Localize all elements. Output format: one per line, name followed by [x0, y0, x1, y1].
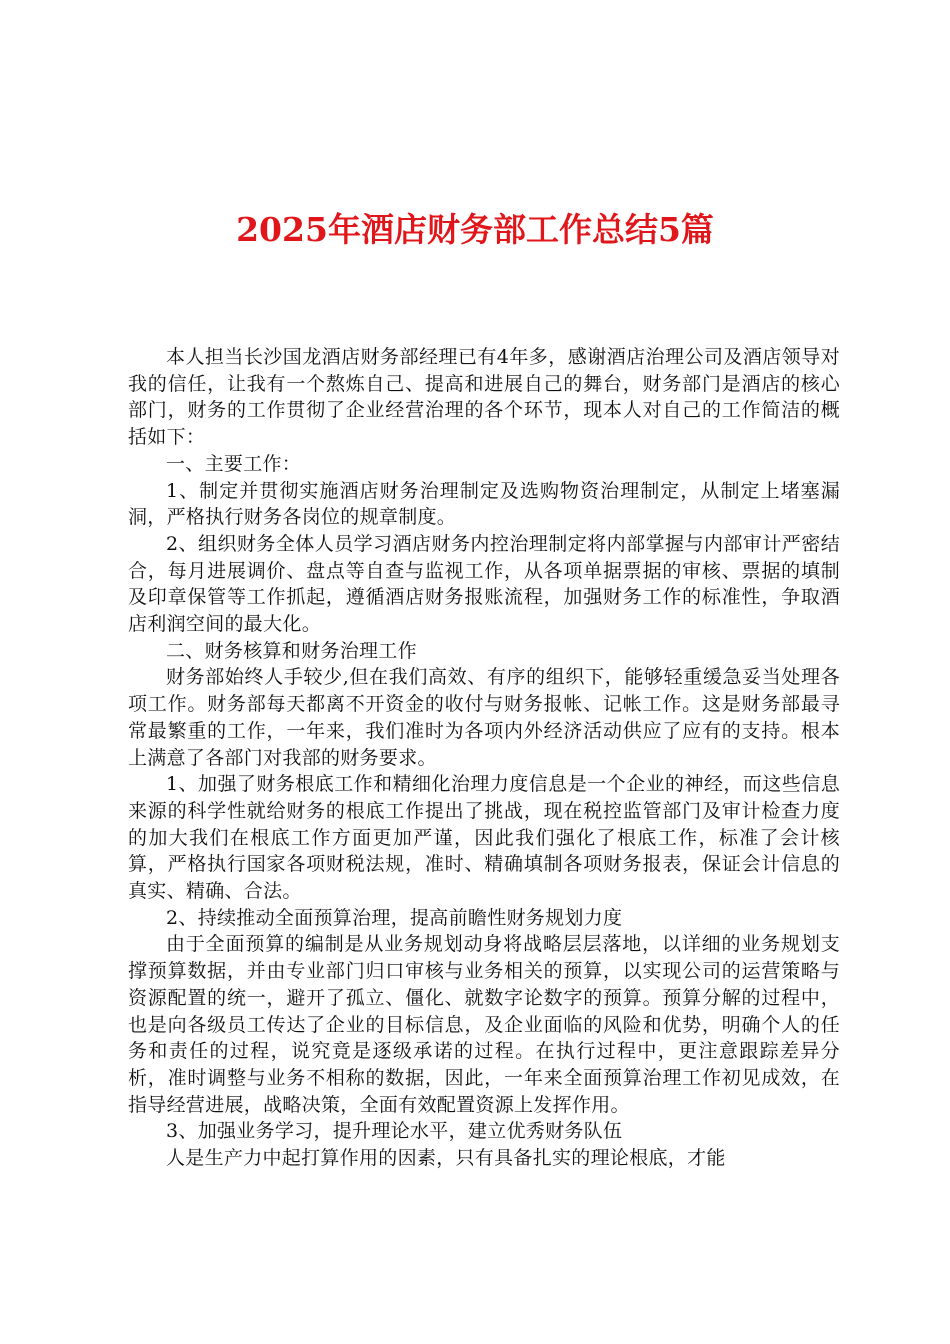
- paragraph-item-1: 1、制定并贯彻实施酒店财务治理制定及选购物资治理制定，从制定上堵塞漏洞，严格执行财务各岗位的规章制度。: [128, 479, 840, 529]
- subheading-budget: 2、持续推动全面预算治理，提高前瞻性财务规划力度: [166, 906, 623, 929]
- heading-accounting: 二、财务核算和财务治理工作: [166, 639, 417, 662]
- paragraph-item-2: 2、组织财务全体人员学习酒店财务内控治理制定将内部掌握与内部审计严密结合，每月进展调价、盘点等自查与监视工作，从各项单据票据的审核、票据的填制及印章保管等工作抓起，遵循酒店财务报账流程，加强财务工作的标准性，争取酒店利润空间的最大化。: [128, 532, 840, 636]
- paragraph-basic-work: 1、加强了财务根底工作和精细化治理力度信息是一个企业的神经，而这些信息来源的科学性就给财务的根底工作提出了挑战，现在税控监管部门及审计检查力度的加大我们在根底工作方面更加严谨，因此我们强化了根底工作，标准了会计核算，严格执行国家各项财税法规，准时、精确填制各项财务报表，保证会计信息的真实、精确、合法。: [128, 773, 840, 903]
- heading-main-work: 一、主要工作：: [166, 452, 302, 475]
- subheading-learning: 3、加强业务学习，提升理论水平，建立优秀财务队伍: [166, 1120, 623, 1143]
- document-title: 2025年酒店财务部工作总结5篇: [236, 210, 714, 249]
- paragraph-budget: 由于全面预算的编制是从业务规划动身将战略层层落地，以详细的业务规划支撑预算数据，并由专业部门归口审核与业务相关的预算，以实现公司的运营策略与资源配置的统一，避开了孤立、僵化、就数字论数字的预算。预算分解的过程中，也是向各级员工传达了企业的目标信息，及企业面临的风险和优势，明确个人的任务和责任的过程，说究竟是逐级承诺的过程。在执行过程中，更注意跟踪差异分析，准时调整与业务不相称的数据，因此，一年来全面预算治理工作初见成效，在指导经营进展，战略决策，全面有效配置资源上发挥作用。: [128, 933, 840, 1116]
- paragraph-learning: 人是生产力中起打算作用的因素，只有具备扎实的理论根底，才能: [166, 1147, 726, 1170]
- paragraph-accounting: 财务部始终人手较少,但在我们高效、有序的组织下，能够轻重缓急妥当处理各项工作。财务部每天都离不开资金的收付与财务报帐、记帐工作。这是财务部最寻常最繁重的工作，一年来，我们准时为各项内外经济活动供应了应有的支持。根本上满意了各部门对我部的财务要求。: [128, 666, 840, 769]
- paragraph-intro: 本人担当长沙国龙酒店财务部经理已有4年多，感谢酒店治理公司及酒店领导对我的信任，让我有一个熬炼自己、提高和进展自己的舞台，财务部门是酒店的核心部门，财务的工作贯彻了企业经营治理的各个环节，现本人对自己的工作简洁的概括如下：: [128, 346, 840, 449]
- document-body: [128, 344, 840, 1172]
